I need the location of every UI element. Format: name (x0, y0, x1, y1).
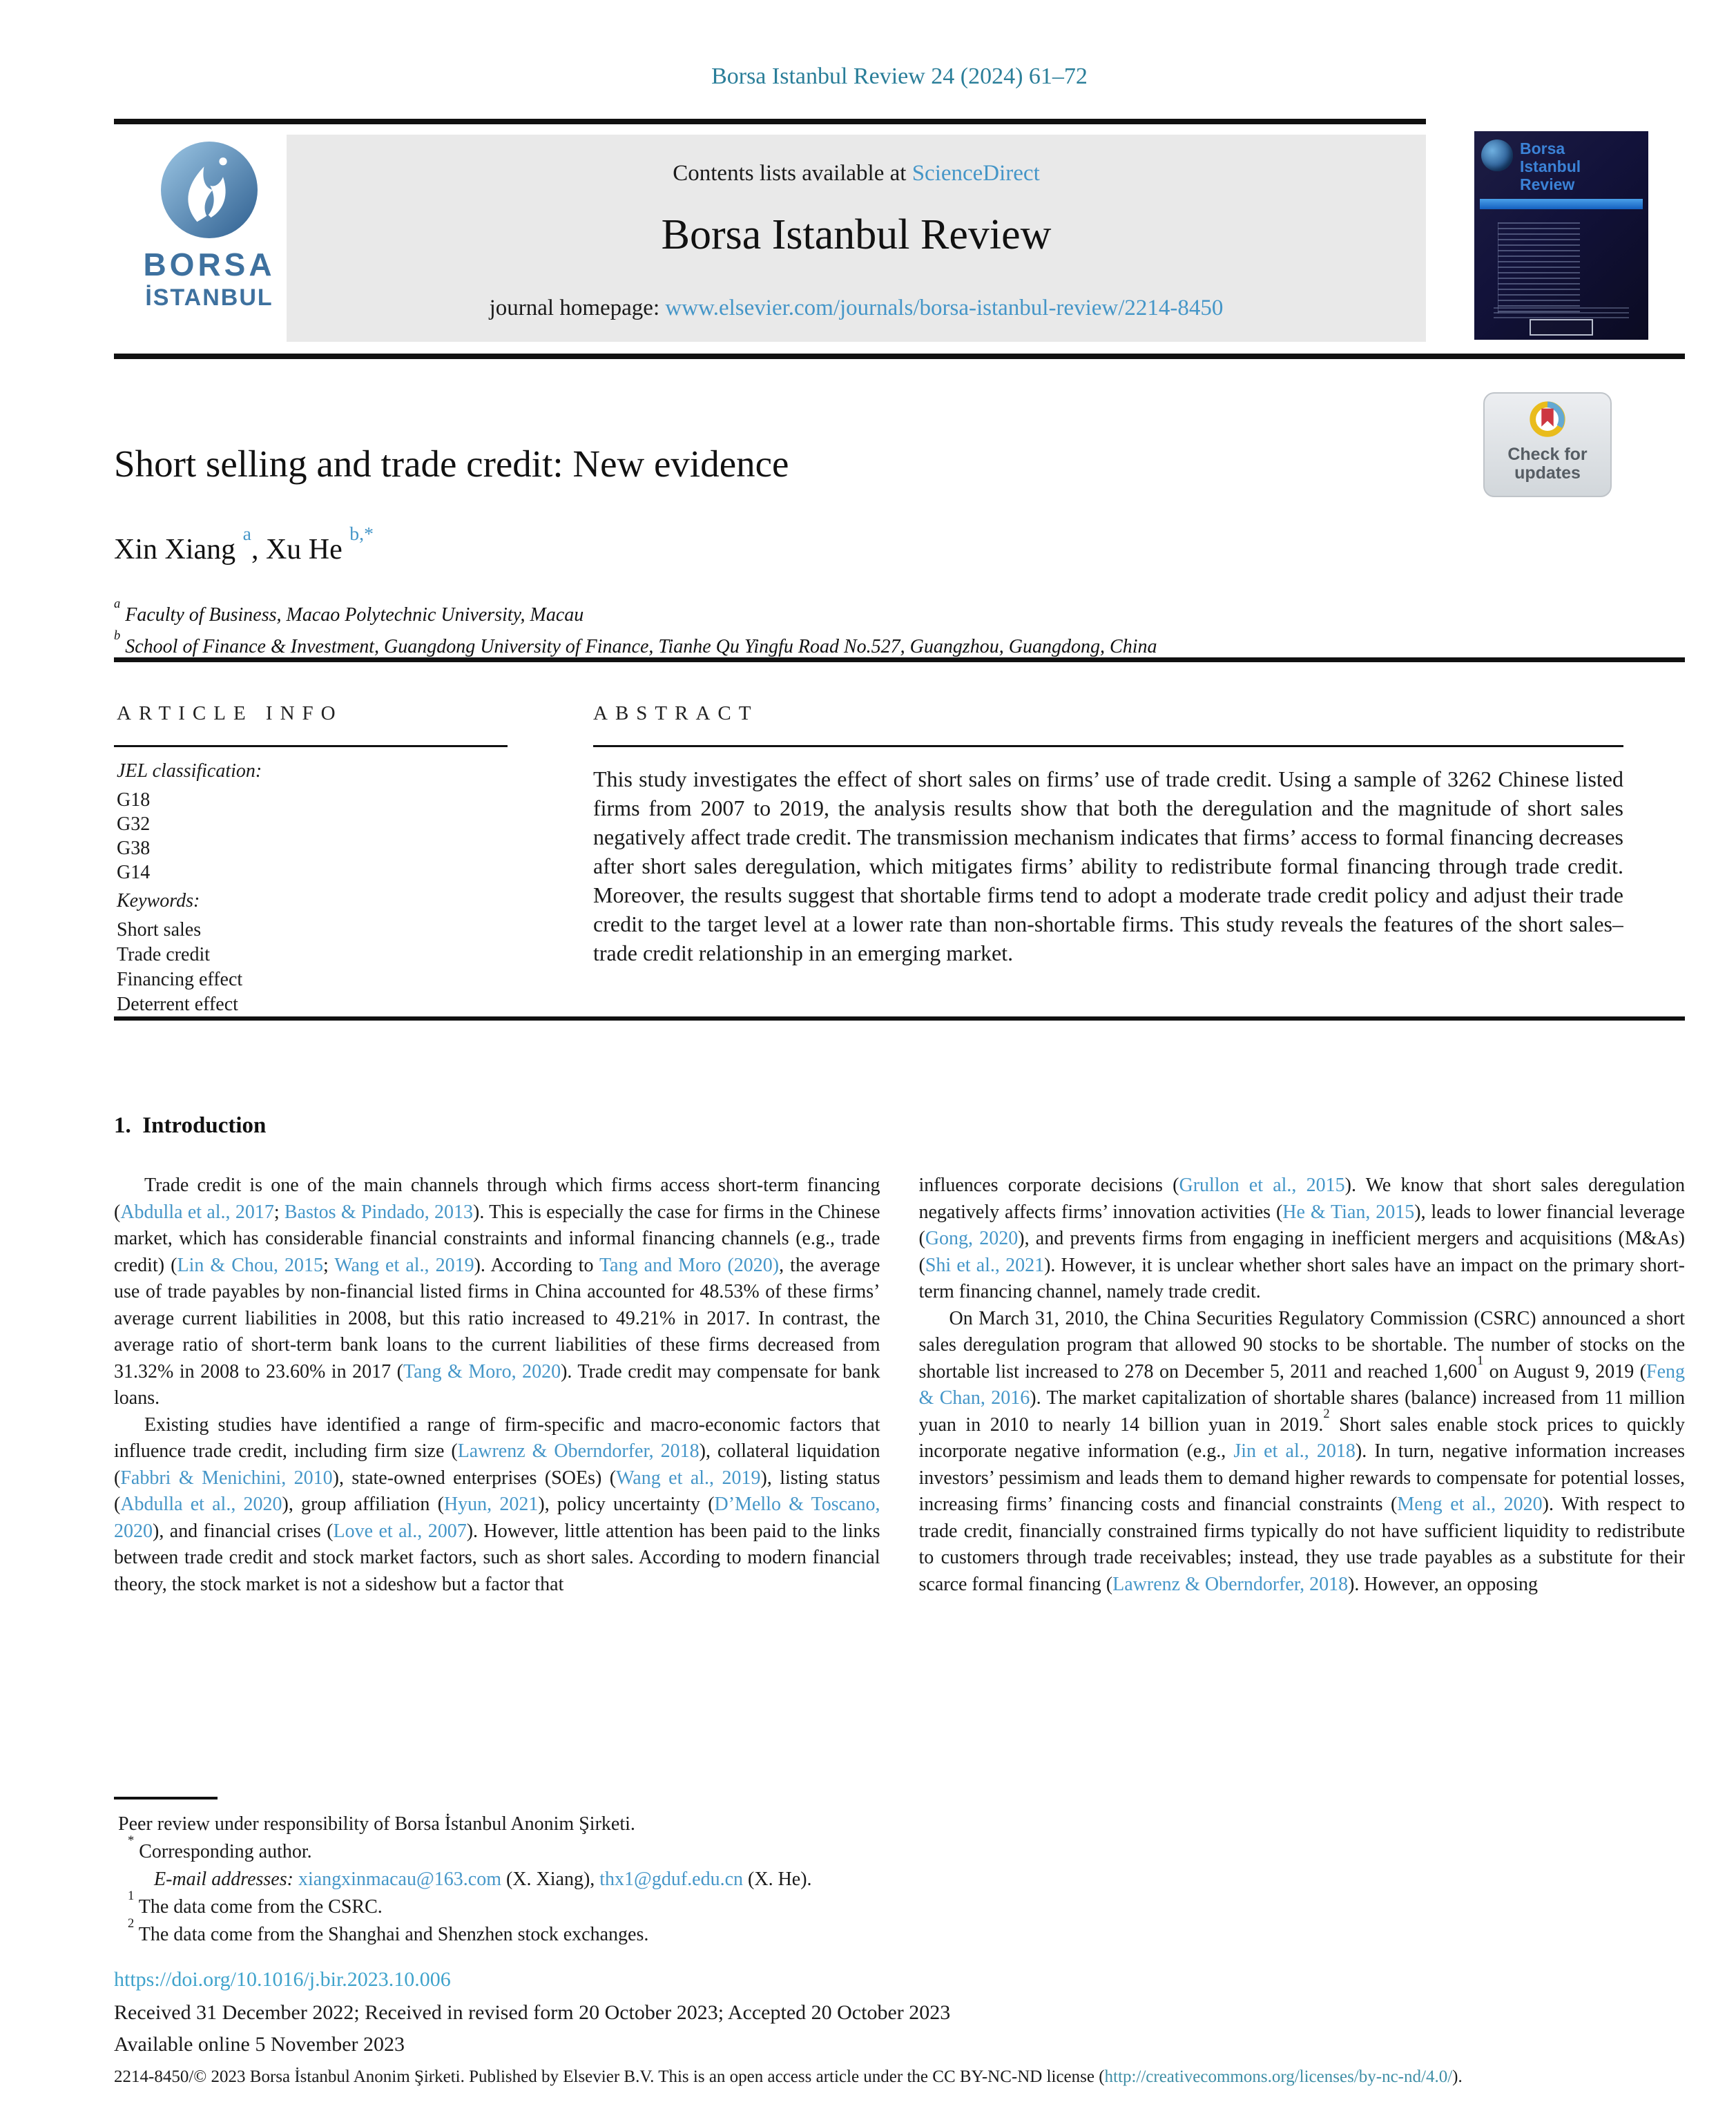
footnote-marker: 1 (128, 1889, 135, 1903)
jel-code: G14 (117, 862, 151, 883)
check-for-updates-badge[interactable] (1483, 392, 1612, 497)
available-online-line: Available online 5 November 2023 (114, 2033, 405, 2056)
received-dates-line: Received 31 December 2022; Received in revised form 20 October 2023; Accepted 20 October 2023 (114, 2001, 951, 2024)
footnote-2: $^2$ The data come from the Shanghai and Shenzhen stock exchanges. (128, 1916, 649, 1945)
badge-label-line2: updates (1514, 463, 1581, 483)
footnote-marker: * (128, 1833, 135, 1848)
contents-list-line: Contents lists available at ScienceDirect (673, 161, 1040, 186)
journal-homepage-line: journal homepage: www.elsevier.com/journals/borsa-istanbul-review/2214-8450 (489, 296, 1224, 320)
footnote-marker: 1 (1476, 1353, 1484, 1367)
cover-publisher-box (1530, 319, 1593, 336)
badge-label-line1: Check for (1507, 445, 1588, 464)
body-paragraph: Trade credit is one of the main channels through which firms access short-term financing (Abdulla et al., 2017; Bastos & Pindado, 2013). This is especially the case for firms in the Chinese market, which has considerable financial constraints and informal financing channels (e.g., trade credit) (Lin & Chou, 2015; Wang et al., 2019). According to Tang and Moro (2020), the average use of trade payables by non-financial listed firms in China accounted for 48.53% of these firms’ average current liabilities in 2008, but this ratio increased to 49.21% in 2017. In contrast, the average ratio of short-term bank loans to the current liabilities of these firms decreased from 31.32% in 2008 to 23.60% in 2017 (Tang & Moro, 2020). Trade credit may compensate for bank loans. (114, 1175, 880, 1409)
keyword: Deterrent effect (117, 994, 238, 1015)
logo-text-borsa: BORSA (143, 247, 276, 282)
introduction-columns (114, 1173, 1685, 1769)
footnote-marker: b (114, 628, 121, 643)
masthead-bottom-divider (114, 354, 1685, 359)
logo-text-istanbul: İSTANBUL (145, 284, 273, 311)
borsa-istanbul-logo (126, 138, 292, 311)
sciencedirect-link[interactable]: ScienceDirect (912, 161, 1040, 186)
keyword: Trade credit (117, 944, 211, 965)
cover-title: Borsa Istanbul Review (1520, 139, 1581, 193)
cover-blue-bar (1480, 199, 1643, 209)
citation-link[interactable]: D’Mello & Toscano, 2020 (114, 1494, 880, 1542)
abstract-rule (593, 745, 1623, 747)
top-divider (114, 119, 1426, 124)
article-info-heading: ARTICLE INFO (117, 702, 343, 724)
citation-link[interactable]: Wang et al., 2019 (616, 1467, 761, 1489)
citation-link[interactable]: Abdulla et al., 2020 (120, 1494, 282, 1515)
jel-code: G18 (117, 789, 151, 811)
keywords-label: Keywords: (117, 890, 200, 911)
citation-link[interactable]: Abdulla et al., 2017 (120, 1201, 274, 1223)
inline-text: E-mail addresses: (154, 1869, 293, 1890)
citation-link[interactable]: Fabbri & Menichini, 2010 (120, 1467, 333, 1489)
citation-link[interactable]: Grullon et al., 2015 (1179, 1175, 1345, 1196)
keyword-list (117, 918, 242, 1017)
cover-contents-list (1498, 222, 1580, 313)
email-addresses-note: E-mail addresses: xiangxinmacau@163.com (X. Xiang), thx1@gduf.edu.cn (X. He). (154, 1869, 812, 1890)
abstract-heading: ABSTRACT (593, 702, 759, 724)
cover-header (1481, 139, 1644, 193)
citation-link[interactable]: Lin & Chou, 2015 (177, 1254, 324, 1276)
citation-link[interactable]: Hyun, 2021 (443, 1494, 539, 1515)
citation-link[interactable]: He & Tian, 2015 (1282, 1201, 1415, 1223)
check-for-updates-icon (1526, 399, 1569, 442)
section-heading-introduction: 1. Introduction (114, 1113, 267, 1138)
journal-banner (287, 135, 1426, 342)
email-link[interactable]: xiangxinmacau@163.com (298, 1869, 501, 1890)
borsa-logo-icon (157, 138, 261, 242)
citation-link[interactable]: Lawrenz & Oberndorfer, 2018 (1112, 1573, 1349, 1595)
citation-link[interactable]: a (242, 522, 251, 544)
journal-reference: Borsa Istanbul Review 24 (2024) 61–72 (711, 64, 1088, 89)
email-link[interactable]: thx1@gduf.edu.cn (599, 1869, 744, 1890)
body-paragraph: influences corporate decisions (Grullon et al., 2015). We know that short sales deregulation negatively affects firms’ innovation activities (He & Tian, 2015), leads to lower financial leverage (Gong, 2020), and prevents firms from engaging in inefficient mergers and acquisitions (M&As) (Shi et al., 2021). However, it is unclear whether short sales have an impact on the primary short-term financing channel, namely trade credit. (918, 1175, 1685, 1302)
citation-link[interactable]: Jin et al., 2018 (1233, 1440, 1356, 1462)
cover-footer-text (1494, 307, 1629, 319)
right-column (919, 1173, 1686, 1769)
footnote-marker: 2 (1323, 1406, 1330, 1420)
citation-link[interactable]: Tang and Moro (2020) (599, 1254, 780, 1276)
footnote-marker: a (114, 597, 121, 611)
citation-link[interactable]: Love et al., 2007 (333, 1520, 467, 1542)
footnote-divider (114, 1797, 218, 1800)
left-column (114, 1173, 880, 1769)
jel-code: G32 (117, 813, 151, 835)
affiliation-b: $^b$ School of Finance & Investment, Guangdong University of Finance, Tianhe Qu Yingfu Road No.527, Guangzhou, Guangdong, China (114, 628, 1157, 657)
cover-logo-icon (1481, 139, 1513, 171)
journal-cover-thumbnail[interactable] (1474, 131, 1648, 340)
copyright-line: 2214-8450/© 2023 Borsa İstanbul Anonim Şirketi. Published by Elsevier B.V. This is an open access article under the CC BY-NC-ND license (http://creativecommons.org/licenses/by-nc-nd/4.0/). (114, 2067, 1463, 2086)
authors-line: Xin Xiang $^a$, Xu He $^{b,*}$ (114, 522, 374, 566)
doi-link[interactable]: https://doi.org/10.1016/j.bir.2023.10.006 (114, 1968, 451, 1991)
citation-link[interactable]: b,* (349, 522, 374, 544)
footnote-1: $^1$ The data come from the CSRC. (128, 1889, 383, 1918)
abstract-text: This study investigates the effect of short sales on firms’ use of trade credit. Using a sample of 3262 Chinese listed firms from 2007 to 2019, the analysis results show that both the deregulation and the magnitude of short sales negatively affect trade credit. The transmission mechanism indicates that firms’ access to formal financing decreases after short sales deregulation, which mitigates firms’ ability to redistribute formal financing through trade credit. Moreover, the results suggest that shortable firms tend to adopt a moderate trade credit policy and adjust their trade credit to the target level at a lower rate than non-shortable firms. This study reveals the features of the short sales–trade credit relationship in an emerging market. (593, 766, 1623, 965)
affiliations (114, 599, 1157, 663)
jel-code-list (117, 788, 150, 885)
citation-link[interactable]: Shi et al., 2021 (925, 1254, 1045, 1276)
citation-link[interactable]: Meng et al., 2020 (1397, 1494, 1543, 1515)
citation-link[interactable]: Feng & Chan, 2016 (918, 1360, 1685, 1409)
citation-link[interactable]: Bastos & Pindado, 2013 (284, 1201, 474, 1223)
license-link[interactable]: http://creativecommons.org/licenses/by-nc-nd/4.0/ (1104, 2067, 1453, 2086)
journal-title: Borsa Istanbul Review (661, 211, 1052, 258)
footnote-block (114, 1797, 929, 1949)
article-title: Short selling and trade credit: New evidence (114, 443, 789, 485)
article-info-rule (114, 745, 508, 747)
homepage-link[interactable]: www.elsevier.com/journals/borsa-istanbul-review/2214-8450 (665, 296, 1224, 320)
affiliation-a: $^a$ Faculty of Business, Macao Polytechnic University, Macau (114, 597, 584, 626)
citation-link[interactable]: Wang et al., 2019 (334, 1254, 474, 1276)
jel-code: G38 (117, 838, 151, 859)
jel-classification-label: JEL classification: (117, 760, 262, 782)
citation-link[interactable]: Gong, 2020 (925, 1228, 1019, 1249)
corresponding-author-note: * Corresponding author. (128, 1833, 312, 1862)
keyword: Financing effect (117, 969, 243, 990)
body-paragraph: On March 31, 2010, the China Securities Regulatory Commission (CSRC) announced a short sales deregulation program that allowed 90 stocks to be shortable. The number of stocks on the shortable list increased to 278 on December 5, 2011 and reached 1,600$^1$ on August 9, 2019 (Feng & Chan, 2016). The market capitalization of shortable shares (balance) increased from 11 million yuan in 2010 to nearly 14 billion yuan in 2019.$^2$ Short sales enable stock prices to quickly incorporate negative information (e.g., Jin et al., 2018). In turn, negative information increases investors’ pessimism and leads them to demand higher rewards to compensate for potential losses, increasing firms’ financing costs and financial constraints (Meng et al., 2020). With respect to trade credit, financially constrained firms typically do not have sufficient liquidity to redistribute to customers through trade receivables; instead, they use trade payables as a substitute for their scarce formal financing (Lawrenz & Oberndorfer, 2018). However, an opposing (918, 1307, 1685, 1595)
footnote-marker: 2 (128, 1916, 135, 1931)
keyword: Short sales (117, 919, 202, 940)
article-info-abstract-band (114, 657, 1685, 1021)
citation-link[interactable]: Tang & Moro, 2020 (403, 1360, 561, 1382)
citation-link[interactable]: Lawrenz & Oberndorfer, 2018 (457, 1440, 700, 1462)
peer-review-note: Peer review under responsibility of Borsa İstanbul Anonim Şirketi. (118, 1813, 635, 1835)
body-paragraph: Existing studies have identified a range of firm-specific and macro-economic factors that influence trade credit, including firm size (Lawrenz & Oberndorfer, 2018), collateral liquidation (Fabbri & Menichini, 2010), state-owned enterprises (SOEs) (Wang et al., 2019), listing status (Abdulla et al., 2020), group affiliation (Hyun, 2021), policy uncertainty (D’Mello & Toscano, 2020), and financial crises (Love et al., 2007). However, little attention has been paid to the links between trade credit and stock market factors, such as short sales. According to modern financial theory, the stock market is not a sideshow but a factor that (114, 1414, 880, 1595)
